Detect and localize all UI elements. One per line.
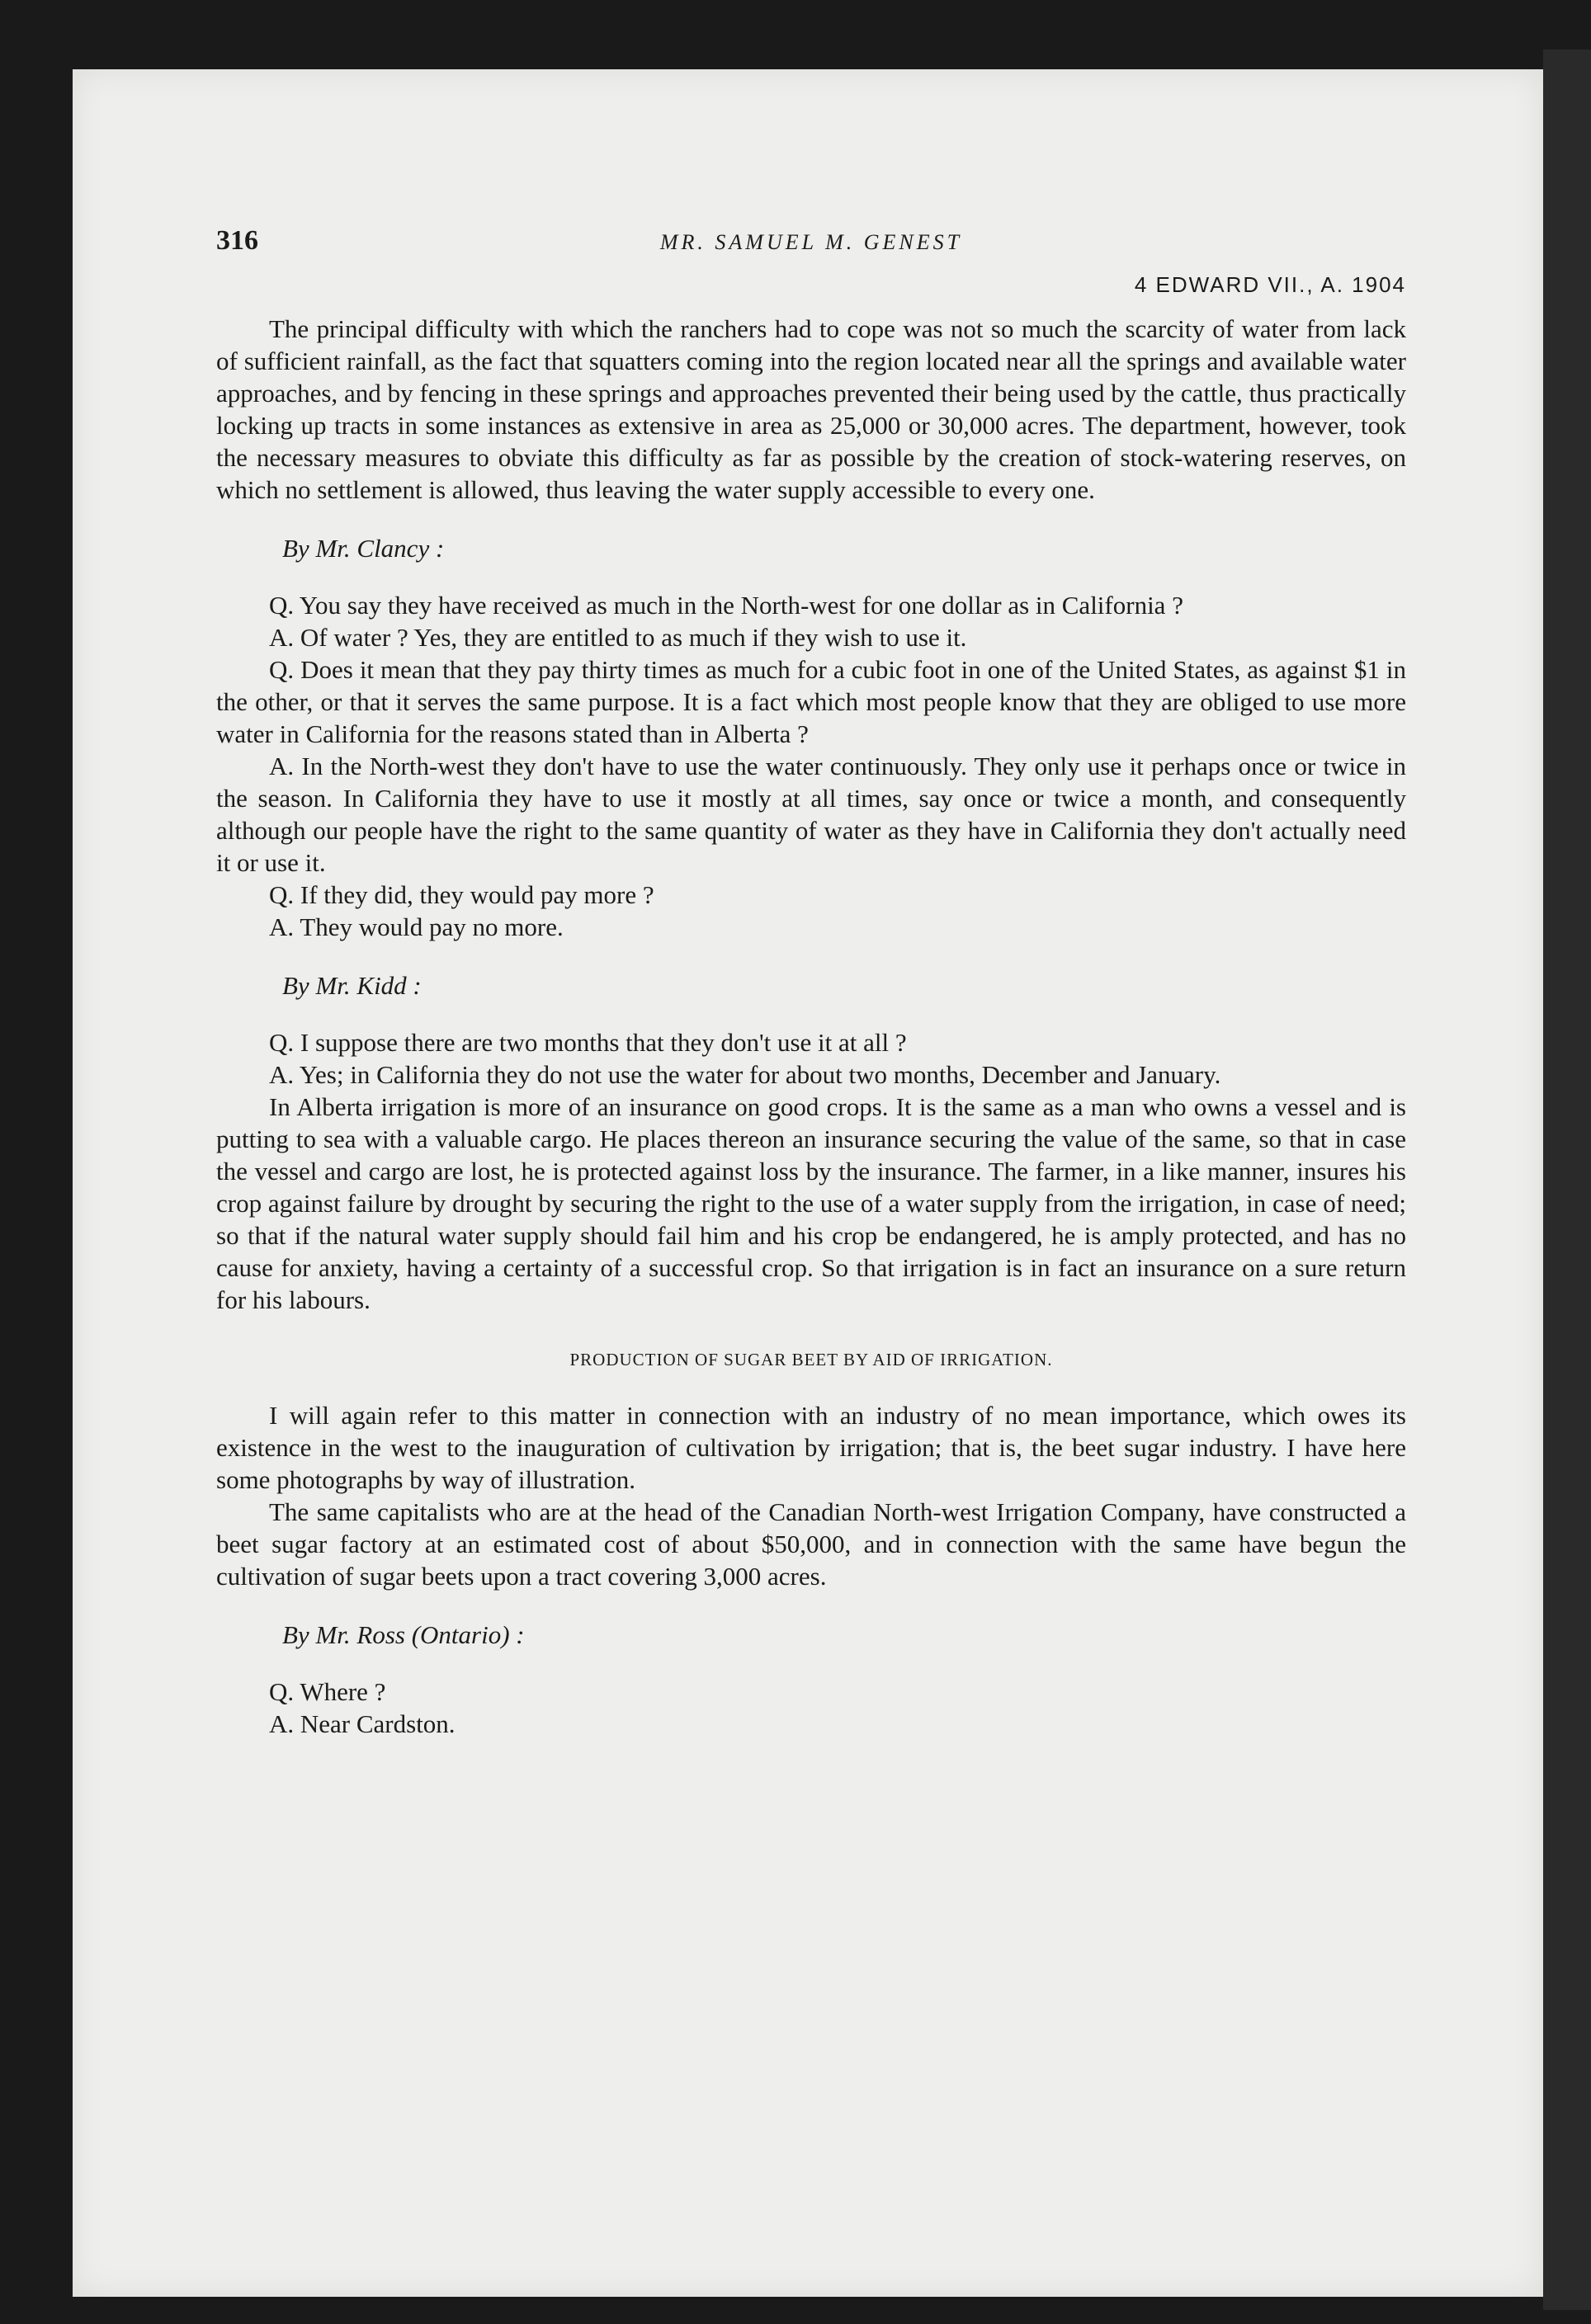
page-edge-shadow	[1543, 49, 1591, 2310]
qa-line: A. Of water ? Yes, they are entitled to as much if they wish to use it.	[269, 623, 967, 652]
qa-line: Q. Where ?	[269, 1677, 386, 1706]
qa-line: Q. If they did, they would pay more ?	[269, 880, 654, 909]
paragraph: The principal difficulty with which the ranchers had to cope was not so much the scarcity of water from lack of sufficient rainfall, as the fact that squatters coming into the region located near all the springs and available water approaches, and by fencing in these springs and approaches prevented their being used by the cattle, thus practically locking up tracts in some instances as extensive in area as 25,000 or 30,000 acres. The department, however, took the necessary measures to obviate this difficulty as far as possible by the creation of stock-watering reserves, on which no settlement is allowed, thus leaving the water supply accessible to every one.	[216, 314, 1406, 504]
page-content	[216, 224, 1406, 1740]
paragraph: I will again refer to this matter in connection with an industry of no mean importance, which owes its existence in the west to the inauguration of cultivation by irrigation; that is, the beet sugar industry. I have here some photographs by way of illustration.	[216, 1401, 1406, 1494]
section-heading: PRODUCTION OF SUGAR BEET BY AID OF IRRIGATION.	[569, 1350, 1053, 1369]
examiner-heading: By Mr. Clancy :	[282, 534, 445, 563]
qa-block	[216, 1676, 1406, 1740]
qa-line: In Alberta irrigation is more of an insurance on good crops. It is the same as a man who owns a vessel and is putting to sea with a valuable cargo. He places thereon an insurance securing the value of the same, so that in case the vessel and cargo are lost, he is protected against loss by the insurance. The farmer, in a like manner, insures his crop against failure by drought by securing the right to the use of a water supply from the irrigation, in case of need; so that if the natural water supply should fail him and his crop be endangered, he is amply protected, and has no cause for anxiety, having a certainty of a successful crop. So that irrigation is in fact an insurance on a sure return for his labours.	[216, 1092, 1406, 1314]
qa-block	[216, 1026, 1406, 1316]
page-number: 316	[216, 225, 258, 256]
qa-block	[216, 589, 1406, 943]
page-header	[216, 224, 1406, 261]
qa-line: Q. I suppose there are two months that they don't use it at all ?	[269, 1028, 907, 1057]
qa-line: A. Yes; in California they do not use the water for about two months, December and January.	[269, 1060, 1221, 1089]
qa-line: Q. Does it mean that they pay thirty times as much for a cubic foot in one of the United States, as against $1 in the other, or that it serves the same purpose. It is a fact which most people know that they are obliged to use more water in California for the reasons stated than in Alberta ?	[216, 655, 1406, 748]
qa-line: A. In the North-west they don't have to use the water continuously. They only use it perhaps once or twice in the season. In California they have to use it mostly at all times, say once or twice a month, and consequently although our people have the right to the same quantity of water as they have in California they don't actually need it or use it.	[216, 752, 1406, 877]
examiner-heading: By Mr. Ross (Ontario) :	[282, 1620, 525, 1649]
examiner-heading: By Mr. Kidd :	[282, 971, 422, 1000]
paragraph: The same capitalists who are at the head of the Canadian North-west Irrigation Company, have constructed a beet sugar factory at an estimated cost of about $50,000, and in connection with the same have begun the cultivation of sugar beets upon a tract covering 3,000 acres.	[216, 1497, 1406, 1591]
session-label: 4 EDWARD VII., A. 1904	[1134, 272, 1406, 297]
qa-line: Q. You say they have received as much in the North-west for one dollar as in California ?	[269, 591, 1183, 620]
qa-line: A. They would pay no more.	[269, 912, 564, 941]
running-head: MR. SAMUEL M. GENEST	[659, 230, 963, 254]
qa-line: A. Near Cardston.	[269, 1709, 456, 1738]
